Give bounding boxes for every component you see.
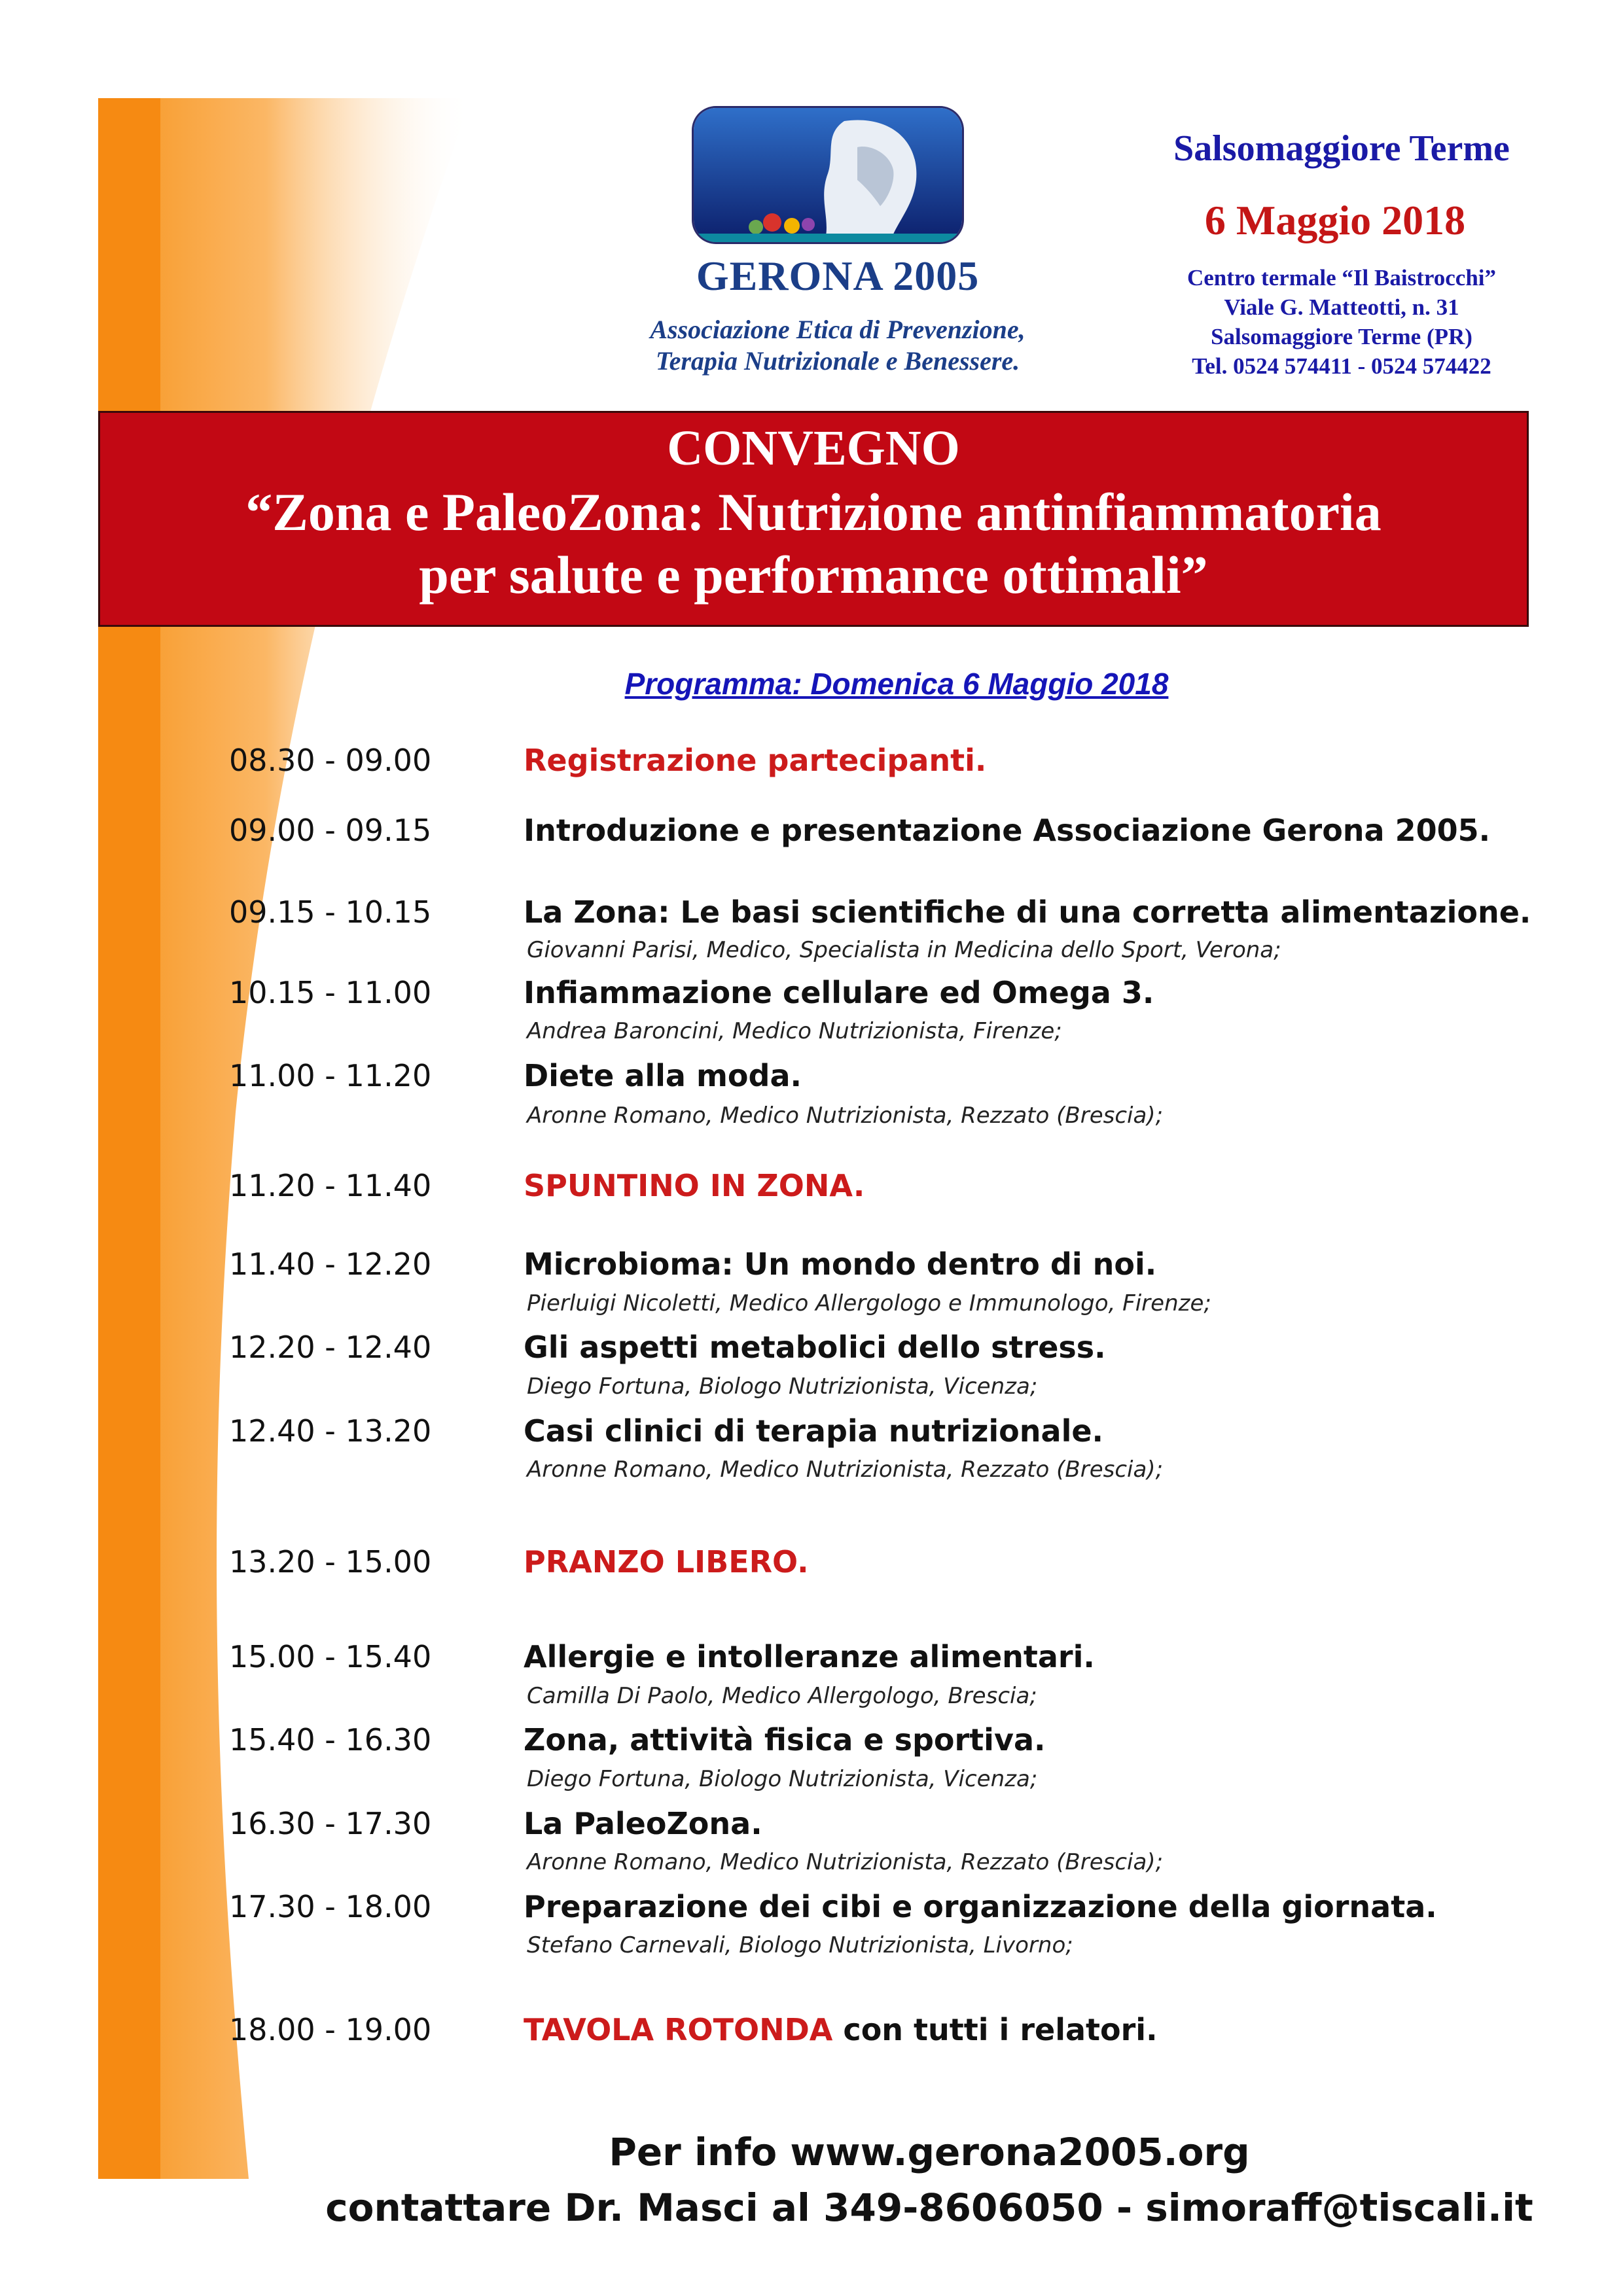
schedule-title: Gli aspetti metabolici dello stress. bbox=[524, 1330, 1106, 1365]
schedule-time: 12.40 - 13.20 bbox=[229, 1413, 432, 1449]
association-tagline-line-1: Associazione Etica di Prevenzione, bbox=[650, 315, 1026, 344]
schedule-time: 15.40 - 16.30 bbox=[229, 1722, 432, 1757]
association-tagline-line-2: Terapia Nutrizionale e Benessere. bbox=[655, 346, 1020, 376]
schedule-time: 11.00 - 11.20 bbox=[229, 1058, 432, 1093]
schedule-speaker: Aronne Romano, Medico Nutrizionista, Rezzato (Brescia); bbox=[527, 1103, 1164, 1129]
schedule-title: Registrazione partecipanti. bbox=[524, 743, 987, 778]
venue-phone: Tel. 0524 574411 - 0524 574422 bbox=[1192, 353, 1491, 379]
program-heading: Programma: Domenica 6 Maggio 2018 bbox=[624, 667, 1169, 701]
schedule-speaker: Giovanni Parisi, Medico, Specialista in Medicina dello Sport, Verona; bbox=[527, 937, 1281, 963]
schedule-time: 08.30 - 09.00 bbox=[229, 743, 432, 778]
schedule-speaker: Diego Fortuna, Biologo Nutrizionista, Vicenza; bbox=[527, 1766, 1038, 1792]
schedule-title bbox=[524, 2012, 1158, 2047]
banner-title-line-1: “Zona e PaleoZona: Nutrizione antinfiammatoria bbox=[245, 482, 1382, 542]
schedule-speaker: Pierluigi Nicoletti, Medico Allergologo e Immunologo, Firenze; bbox=[527, 1290, 1211, 1316]
schedule-title: Zona, attività fisica e sportiva. bbox=[524, 1722, 1046, 1757]
schedule-speaker: Camilla Di Paolo, Medico Allergologo, Brescia; bbox=[527, 1683, 1037, 1709]
schedule-title: Microbioma: Un mondo dentro di noi. bbox=[524, 1246, 1157, 1282]
schedule-title: SPUNTINO IN ZONA. bbox=[524, 1168, 865, 1203]
event-date: 6 Maggio 2018 bbox=[1204, 197, 1466, 243]
schedule-title: Infiammazione cellulare ed Omega 3. bbox=[524, 975, 1154, 1010]
schedule-title-rest: con tutti i relatori. bbox=[832, 2012, 1158, 2047]
schedule-time: 13.20 - 15.00 bbox=[229, 1544, 432, 1580]
gerona-logo bbox=[694, 108, 962, 242]
schedule-title-highlight: TAVOLA ROTONDA bbox=[524, 2012, 833, 2047]
schedule-speaker: Diego Fortuna, Biologo Nutrizionista, Vicenza; bbox=[527, 1373, 1038, 1400]
schedule-time: 12.20 - 12.40 bbox=[229, 1330, 432, 1365]
schedule-speaker: Andrea Baroncini, Medico Nutrizionista, Firenze; bbox=[527, 1018, 1062, 1044]
schedule-time: 11.40 - 12.20 bbox=[229, 1246, 432, 1282]
schedule-speaker: Aronne Romano, Medico Nutrizionista, Rezzato (Brescia); bbox=[527, 1849, 1164, 1875]
schedule-time: 09.15 - 10.15 bbox=[229, 894, 432, 930]
venue-street: Viale G. Matteotti, n. 31 bbox=[1224, 294, 1459, 320]
schedule-time: 15.00 - 15.40 bbox=[229, 1639, 432, 1674]
schedule-time: 18.00 - 19.00 bbox=[229, 2012, 432, 2047]
schedule-time: 16.30 - 17.30 bbox=[229, 1806, 432, 1841]
banner-title-line-2: per salute e performance ottimali” bbox=[419, 545, 1208, 605]
venue-name: Centro termale “Il Baistrocchi” bbox=[1186, 265, 1497, 291]
banner-label: CONVEGNO bbox=[667, 421, 960, 476]
footer-info-line: Per info www.gerona2005.org bbox=[609, 2130, 1250, 2174]
schedule-title: Diete alla moda. bbox=[524, 1058, 802, 1093]
schedule-title: PRANZO LIBERO. bbox=[524, 1544, 809, 1580]
schedule-time: 11.20 - 11.40 bbox=[229, 1168, 432, 1203]
schedule-title: Allergie e intolleranze alimentari. bbox=[524, 1639, 1095, 1674]
schedule-title: Introduzione e presentazione Associazione Gerona 2005. bbox=[524, 813, 1491, 848]
schedule-time: 17.30 - 18.00 bbox=[229, 1889, 432, 1924]
schedule-title: La PaleoZona. bbox=[524, 1806, 762, 1841]
schedule-time: 10.15 - 11.00 bbox=[229, 975, 432, 1010]
footer-contact-line: contattare Dr. Masci al 349-8606050 - simoraff@tiscali.it bbox=[325, 2185, 1533, 2230]
schedule-title: Preparazione dei cibi e organizzazione della giornata. bbox=[524, 1889, 1437, 1924]
schedule-title: Casi clinici di terapia nutrizionale. bbox=[524, 1413, 1104, 1449]
classical-bust-icon bbox=[694, 108, 962, 242]
association-name: GERONA 2005 bbox=[696, 253, 980, 299]
venue-city: Salsomaggiore Terme (PR) bbox=[1211, 324, 1472, 349]
schedule-speaker: Stefano Carnevali, Biologo Nutrizionista, Livorno; bbox=[527, 1932, 1073, 1958]
schedule-speaker: Aronne Romano, Medico Nutrizionista, Rezzato (Brescia); bbox=[527, 1457, 1164, 1483]
schedule-title: La Zona: Le basi scientifiche di una corretta alimentazione. bbox=[524, 894, 1531, 930]
schedule-time: 09.00 - 09.15 bbox=[229, 813, 432, 848]
event-city: Salsomaggiore Terme bbox=[1173, 128, 1510, 169]
